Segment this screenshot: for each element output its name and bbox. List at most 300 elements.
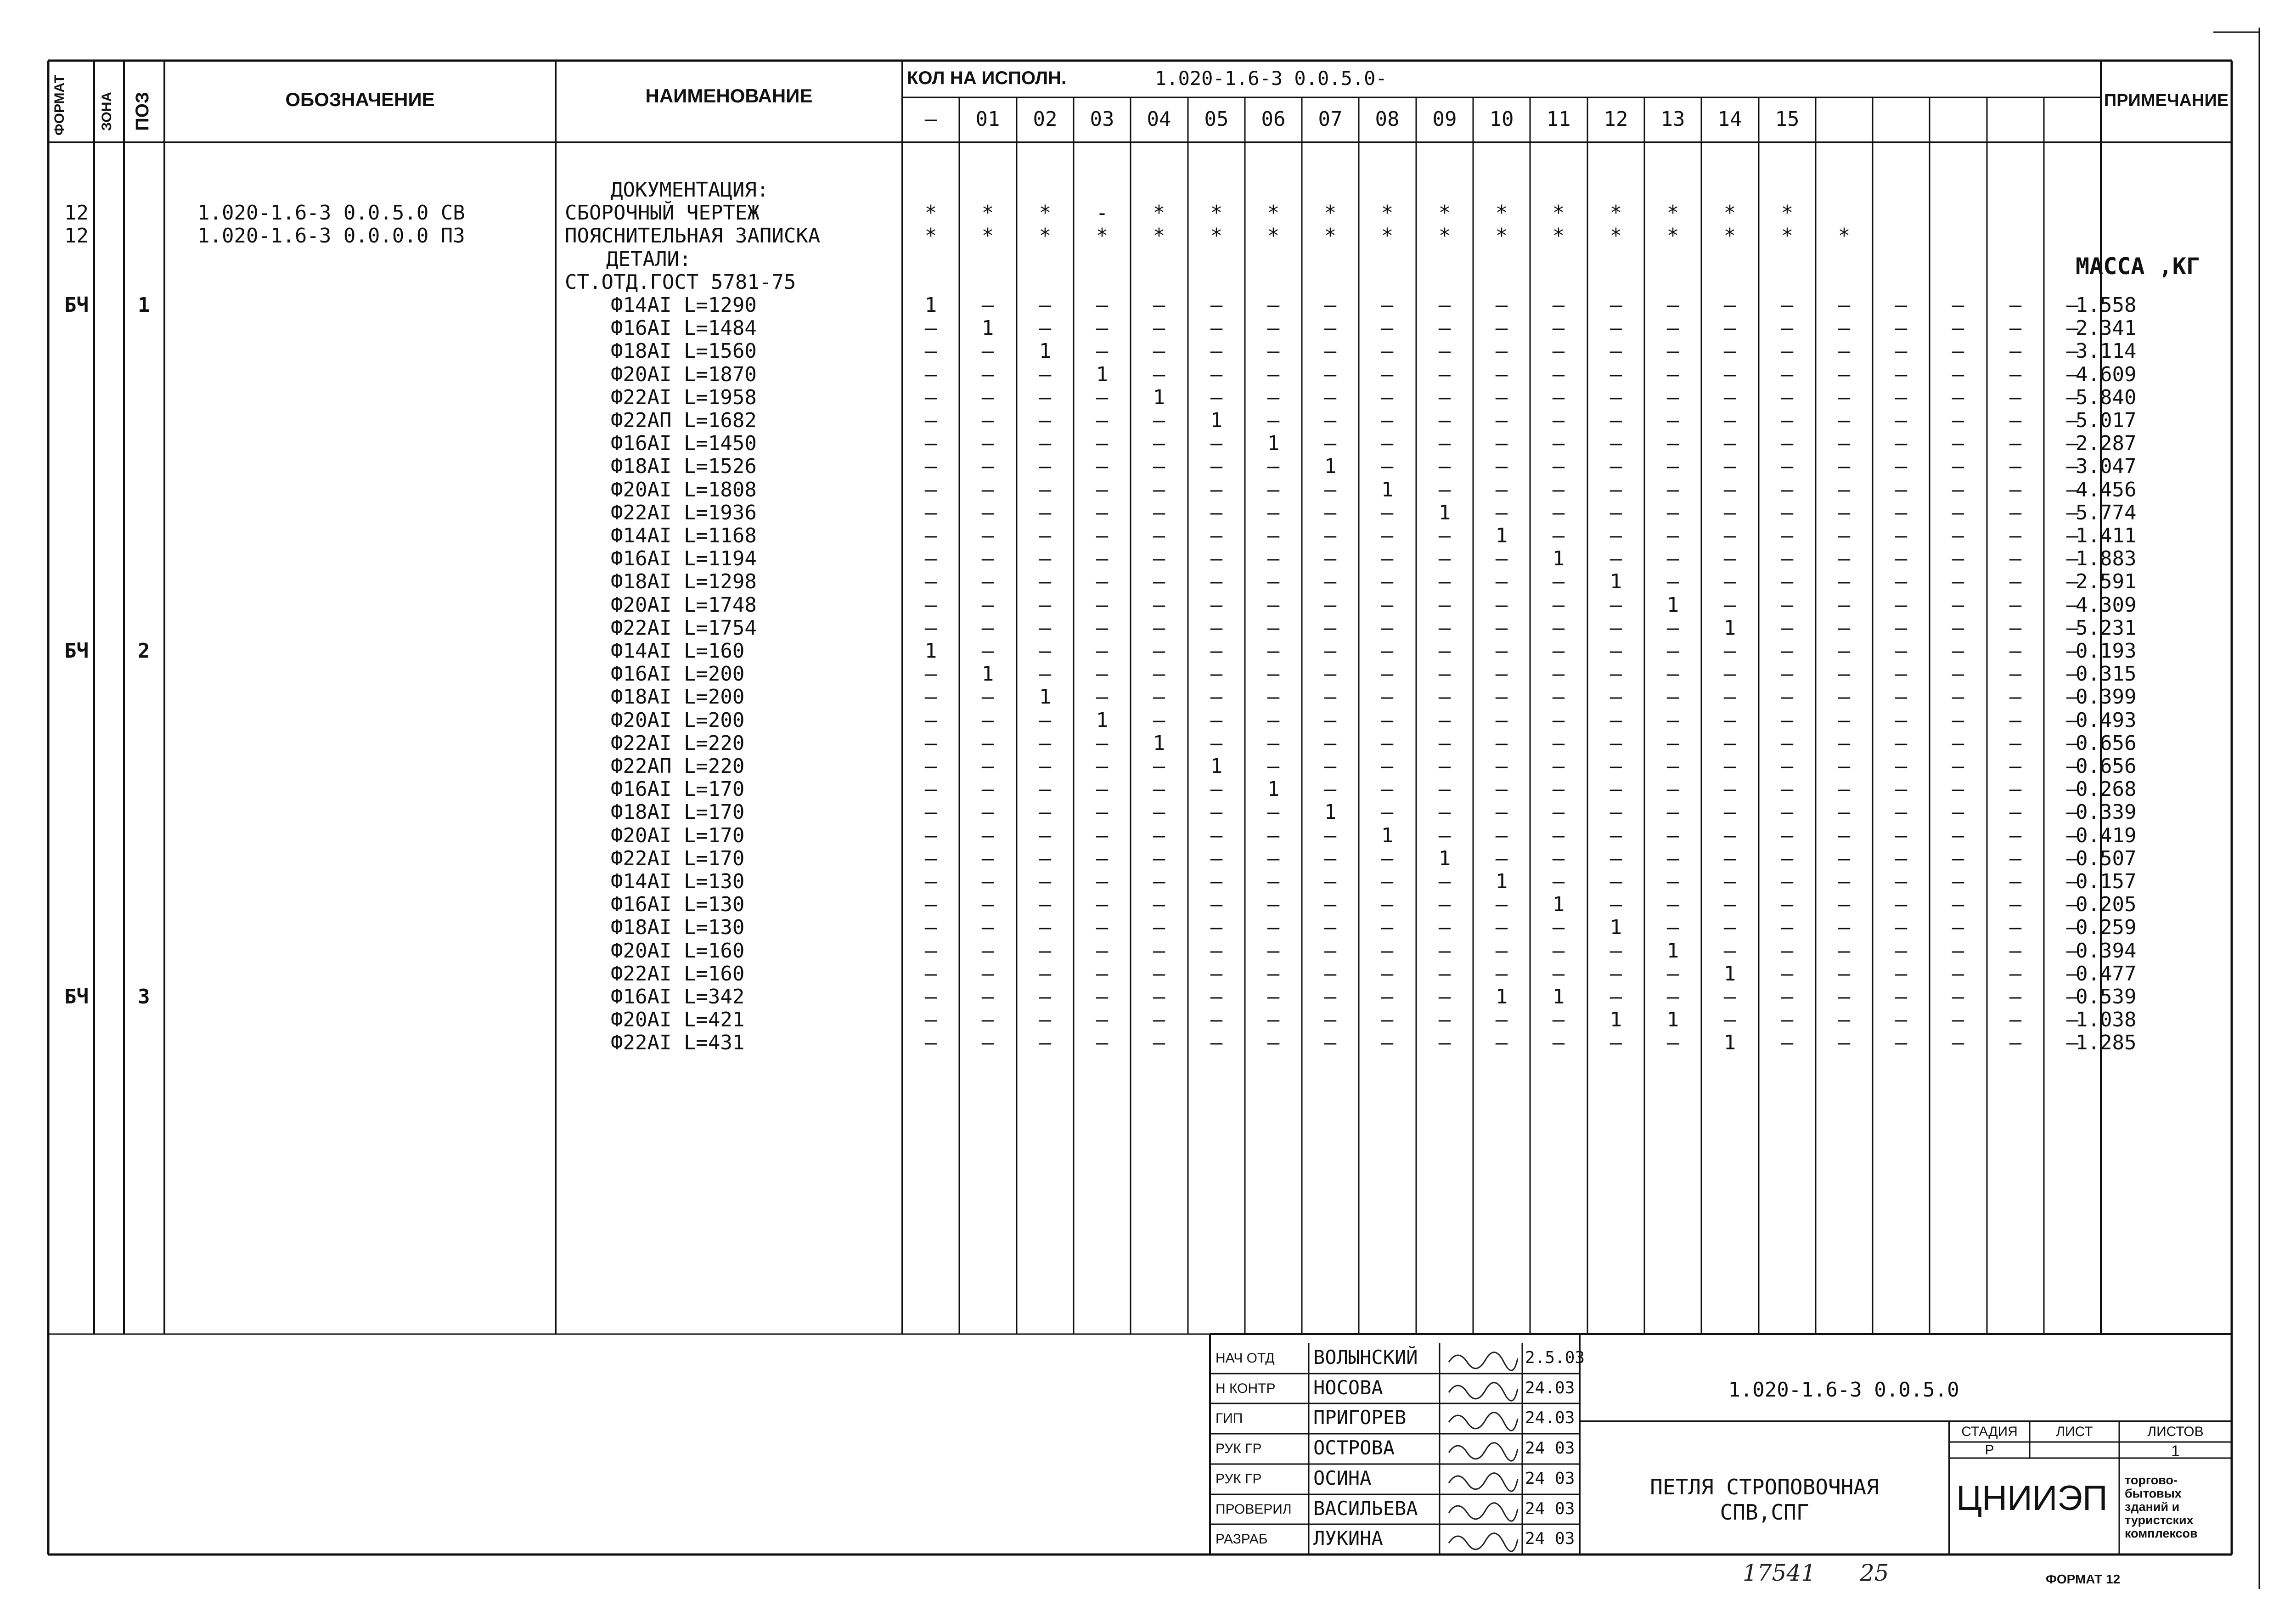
quantity-dash: – [924,800,937,824]
quantity-dash: – [1381,362,1394,386]
quantity-dash: – [1952,870,1964,893]
row-name: Ф18АI L=1560 [611,339,757,363]
quantity-dash: – [981,593,994,617]
quantity-dash: – [1723,916,1736,940]
org-desc-line: зданий и [2125,1500,2180,1514]
quantity-dash: – [1153,823,1165,847]
quantity-dash: – [1210,593,1223,617]
quantity-dash: – [1552,800,1565,824]
quantity-dash: – [2009,362,2022,386]
quantity-dash: – [1267,893,1280,917]
quantity-dash: – [1781,1031,1794,1055]
row-name: Ф20АI L=200 [611,708,745,732]
quantity-dash: – [1723,1008,1736,1032]
quantity-dash: – [1153,639,1165,663]
quantity-dash: – [2009,985,2022,1008]
quantity-dash: – [2009,593,2022,617]
variant-mark: * [1153,201,1165,225]
quantity-dash: – [1495,362,1508,386]
quantity-dash: – [1609,501,1622,524]
quantity-dash: – [1781,823,1794,847]
quantity-dash: – [1666,455,1679,479]
quantity-one: 1 [1210,409,1223,432]
quantity-dash: – [1552,755,1565,778]
variant-mark: * [1781,224,1794,248]
quantity-dash: – [1723,339,1736,363]
quantity-dash: – [1723,501,1736,524]
quantity-dash: – [1609,593,1622,617]
row-mass: 2.591 [2076,570,2137,594]
quantity-dash: – [1552,777,1565,801]
quantity-dash: – [1381,616,1394,640]
row-name: Ф22АI L=160 [611,962,745,986]
quantity-dash: – [1039,501,1052,524]
quantity-dash: – [2066,501,2079,524]
quantity-dash: – [1495,777,1508,801]
quantity-dash: – [1895,777,1908,801]
quantity-dash: – [1666,777,1679,801]
quantity-dash: – [1952,985,1964,1008]
variant-header: 10 [1489,107,1514,131]
quantity-dash: – [1039,662,1052,686]
row-format: БЧ [64,985,89,1008]
quantity-dash: – [924,432,937,456]
quantity-dash: – [1039,1008,1052,1032]
quantity-dash: – [981,939,994,963]
quantity-dash: – [1895,409,1908,432]
quantity-dash: – [2009,639,2022,663]
quantity-dash: – [1210,731,1223,755]
quantity-dash: – [1609,409,1622,432]
quantity-dash: – [1609,339,1622,363]
quantity-dash: – [924,385,937,409]
quantity-one: 1 [1039,339,1052,363]
variant-mark: * [924,201,937,225]
quantity-dash: – [2066,731,2079,755]
quantity-dash: – [1952,1008,1964,1032]
quantity-dash: – [1153,846,1165,870]
quantity-dash: – [924,708,937,732]
row-designation: 1.020-1.6-3 0.0.0.0 ПЗ [197,224,465,248]
quantity-dash: – [1438,362,1451,386]
header-pos: ПОЗ [132,92,152,131]
quantity-dash: – [1381,755,1394,778]
row-name: Ф22АI L=170 [611,846,745,870]
quantity-dash: – [1666,985,1679,1008]
quantity-dash: – [1381,293,1394,317]
quantity-dash: – [1039,432,1052,456]
row-mass: 0.315 [2076,662,2137,686]
quantity-dash: – [2066,293,2079,317]
quantity-dash: – [1895,547,1908,571]
quantity-dash: – [1723,362,1736,386]
quantity-dash: – [1666,846,1679,870]
quantity-dash: – [1039,939,1052,963]
variant-mark: * [1267,224,1280,248]
quantity-dash: – [1723,316,1736,340]
quantity-dash: – [1096,570,1109,594]
quantity-dash: – [1723,777,1736,801]
quantity-dash: – [1039,708,1052,732]
row-mass: 4.309 [2076,593,2137,617]
row-name: ДЕТАЛИ: [606,247,692,271]
quantity-one: 1 [1438,846,1451,870]
quantity-dash: – [924,939,937,963]
stage-value: Р [1985,1442,1994,1458]
quantity-dash: – [2066,455,2079,479]
quantity-dash: – [1495,1031,1508,1055]
quantity-dash: – [1723,708,1736,732]
quantity-dash: – [981,985,994,1008]
quantity-dash: – [1267,800,1280,824]
quantity-dash: – [1838,362,1851,386]
quantity-dash: – [924,846,937,870]
quantity-dash: – [981,755,994,778]
quantity-dash: – [1324,1031,1337,1055]
quantity-dash: – [1895,293,1908,317]
quantity-dash: – [1609,985,1622,1008]
quantity-dash: – [1666,409,1679,432]
row-format: БЧ [64,639,89,663]
quantity-dash: – [1952,616,1964,640]
quantity-dash: – [1096,731,1109,755]
quantity-dash: – [1438,893,1451,917]
variant-mark: * [1495,224,1508,248]
quantity-dash: – [1838,985,1851,1008]
quantity-dash: – [1381,1008,1394,1032]
row-format: 12 [64,201,89,225]
quantity-dash: – [1324,570,1337,594]
quantity-dash: – [1952,708,1964,732]
quantity-dash: – [1210,823,1223,847]
variant-mark: * [1552,224,1565,248]
row-pos: 1 [138,293,150,317]
quantity-one: 1 [1552,547,1565,571]
signer-role: РУК ГР [1216,1471,1262,1487]
quantity-dash: – [1267,316,1280,340]
quantity-dash: – [1324,893,1337,917]
quantity-dash: – [1895,916,1908,940]
quantity-dash: – [1838,777,1851,801]
row-name: Ф20АI L=1870 [611,362,757,386]
quantity-dash: – [1438,593,1451,617]
variant-mark: * [981,201,994,225]
row-name: Ф14АI L=1290 [611,293,757,317]
quantity-dash: – [1153,339,1165,363]
quantity-dash: – [1895,1008,1908,1032]
quantity-dash: – [1838,800,1851,824]
quantity-dash: – [1895,616,1908,640]
row-mass: 1.285 [2076,1031,2137,1055]
quantity-dash: – [1039,985,1052,1008]
quantity-dash: – [1666,639,1679,663]
quantity-dash: – [1723,478,1736,501]
row-mass: 0.477 [2076,962,2137,986]
quantity-dash: – [1153,685,1165,709]
quantity-dash: – [1324,685,1337,709]
quantity-dash: – [1723,685,1736,709]
quantity-dash: – [1723,409,1736,432]
quantity-dash: – [1210,478,1223,501]
quantity-dash: – [1781,777,1794,801]
quantity-dash: – [924,316,937,340]
quantity-dash: – [1096,823,1109,847]
quantity-dash: – [924,962,937,986]
quantity-dash: – [1723,293,1736,317]
quantity-dash: – [2066,478,2079,501]
quantity-dash: – [1838,409,1851,432]
quantity-one: 1 [1267,777,1280,801]
quantity-dash: – [924,616,937,640]
quantity-dash: – [1438,755,1451,778]
signer-role: РАЗРАБ [1216,1532,1268,1547]
signer-name: ВОЛЫНСКИЙ [1313,1346,1418,1369]
quantity-dash: – [1324,616,1337,640]
quantity-dash: – [1495,662,1508,686]
quantity-dash: – [1609,478,1622,501]
quantity-dash: – [1381,570,1394,594]
quantity-dash: – [924,593,937,617]
row-name: Ф16АI L=1484 [611,316,757,340]
quantity-dash: – [981,616,994,640]
row-name: Ф22АI L=1754 [611,616,757,640]
quantity-dash: – [1096,939,1109,963]
quantity-dash: – [1438,870,1451,893]
variant-mark: * [1381,224,1394,248]
quantity-dash: – [1153,409,1165,432]
quantity-dash: – [1153,800,1165,824]
variant-mark: * [1609,201,1622,225]
quantity-dash: – [1895,893,1908,917]
quantity-dash: – [2066,777,2079,801]
header-note: ПРИМЕЧАНИЕ [2104,91,2229,110]
quantity-dash: – [1324,339,1337,363]
org-desc-line: туристских [2125,1513,2194,1527]
quantity-dash: – [2009,870,2022,893]
quantity-dash: – [1153,755,1165,778]
quantity-dash: – [1666,616,1679,640]
row-name: Ф22АП L=1682 [611,409,757,432]
quantity-dash: – [1153,985,1165,1008]
quantity-dash: – [1039,777,1052,801]
row-mass: 1.883 [2076,547,2137,571]
quantity-dash: – [1952,501,1964,524]
quantity-dash: – [1267,985,1280,1008]
quantity-dash: – [1666,501,1679,524]
row-name: Ф16АI L=130 [611,893,745,917]
quantity-one: 1 [1153,385,1165,409]
quantity-dash: – [1952,478,1964,501]
quantity-dash: – [2066,1008,2079,1032]
row-name: Ф22АI L=1936 [611,501,757,524]
quantity-dash: – [1609,731,1622,755]
quantity-dash: – [1552,639,1565,663]
quantity-dash: – [1267,823,1280,847]
quantity-dash: – [1153,939,1165,963]
variant-header: 06 [1261,107,1286,131]
quantity-one: 1 [1096,708,1109,732]
row-mass: 4.609 [2076,362,2137,386]
variant-header: – [924,107,937,131]
row-name: Ф16АI L=1194 [611,547,757,571]
signer-date: 24 03 [1525,1469,1575,1488]
variant-mark: * [1666,201,1679,225]
org-desc-line: бытовых [2125,1487,2182,1500]
quantity-dash: – [1267,547,1280,571]
quantity-dash: – [1267,685,1280,709]
quantity-dash: – [1495,478,1508,501]
quantity-dash: – [1723,846,1736,870]
quantity-dash: – [1781,432,1794,456]
quantity-dash: – [924,685,937,709]
quantity-dash: – [1838,823,1851,847]
quantity-dash: – [1096,962,1109,986]
quantity-dash: – [1495,939,1508,963]
quantity-dash: – [1781,916,1794,940]
quantity-dash: – [1781,731,1794,755]
variant-header: 09 [1432,107,1457,131]
quantity-dash: – [1838,1031,1851,1055]
quantity-dash: – [1096,616,1109,640]
quantity-dash: – [1952,316,1964,340]
quantity-dash: – [1609,708,1622,732]
quantity-dash: – [1381,662,1394,686]
quantity-dash: – [1210,547,1223,571]
quantity-dash: – [1781,593,1794,617]
quantity-dash: – [1666,870,1679,893]
quantity-dash: – [1666,524,1679,547]
quantity-dash: – [1096,501,1109,524]
quantity-dash: – [1438,339,1451,363]
quantity-dash: – [1381,547,1394,571]
quantity-dash: – [1096,1008,1109,1032]
quantity-dash: – [1838,755,1851,778]
quantity-dash: – [1609,962,1622,986]
quantity-dash: – [1381,777,1394,801]
row-name: Ф18АI L=200 [611,685,745,709]
quantity-dash: – [1324,547,1337,571]
drawing-subtitle: СПВ,СПГ [1720,1500,1809,1525]
quantity-dash: – [1381,432,1394,456]
quantity-dash: – [1438,455,1451,479]
variant-header: 08 [1375,107,1400,131]
quantity-dash: – [924,501,937,524]
quantity-dash: – [981,962,994,986]
quantity-dash: – [1096,385,1109,409]
quantity-one: 1 [1267,432,1280,456]
row-name: Ф20АI L=160 [611,939,745,963]
quantity-dash: – [1723,755,1736,778]
quantity-dash: – [2066,916,2079,940]
quantity-one: 1 [1381,823,1394,847]
quantity-dash: – [1381,985,1394,1008]
quantity-dash: – [1666,316,1679,340]
variant-header: 03 [1090,107,1114,131]
quantity-dash: – [1324,501,1337,524]
row-note: МАССА ,КГ [2076,253,2200,280]
variant-mark: * [1838,224,1851,248]
quantity-dash: – [1153,432,1165,456]
quantity-dash: – [1210,385,1223,409]
quantity-dash: – [1952,524,1964,547]
quantity-dash: – [1324,731,1337,755]
quantity-dash: – [1723,823,1736,847]
quantity-dash: – [2066,708,2079,732]
quantity-dash: – [1781,316,1794,340]
quantity-dash: – [1552,1008,1565,1032]
quantity-dash: – [1723,639,1736,663]
quantity-dash: – [1495,846,1508,870]
variant-mark: * [1781,201,1794,225]
quantity-dash: – [981,639,994,663]
quantity-dash: – [924,985,937,1008]
quantity-dash: – [981,685,994,709]
row-mass: 0.419 [2076,823,2137,847]
quantity-dash: – [1153,362,1165,386]
quantity-dash: – [2009,547,2022,571]
quantity-dash: – [1039,893,1052,917]
quantity-dash: – [2066,385,2079,409]
quantity-dash: – [1666,478,1679,501]
quantity-dash: – [1609,1031,1622,1055]
quantity-dash: – [981,547,994,571]
signer-name: ЛУКИНА [1313,1527,1383,1549]
quantity-one: 1 [1039,685,1052,709]
quantity-dash: – [1952,455,1964,479]
quantity-dash: – [2066,570,2079,594]
quantity-dash: – [1723,731,1736,755]
quantity-dash: – [1781,362,1794,386]
quantity-one: 1 [1609,916,1622,940]
quantity-dash: – [1838,478,1851,501]
quantity-dash: – [1324,846,1337,870]
quantity-dash: – [1723,939,1736,963]
quantity-dash: – [1096,524,1109,547]
quantity-dash: – [1153,708,1165,732]
quantity-dash: – [1039,593,1052,617]
quantity-dash: – [1895,985,1908,1008]
quantity-dash: – [1895,455,1908,479]
signer-role: ГИП [1216,1411,1243,1426]
quantity-dash: – [1438,731,1451,755]
quantity-dash: – [1666,547,1679,571]
quantity-dash: – [1838,547,1851,571]
quantity-dash: – [1210,985,1223,1008]
quantity-dash: – [1781,385,1794,409]
quantity-dash: – [924,1008,937,1032]
quantity-dash: – [2009,339,2022,363]
quantity-dash: – [1838,731,1851,755]
quantity-one: 1 [1153,731,1165,755]
quantity-dash: – [1723,524,1736,547]
quantity-dash: – [1952,823,1964,847]
quantity-dash: – [1838,455,1851,479]
quantity-dash: – [981,432,994,456]
quantity-dash: – [1495,916,1508,940]
quantity-dash: – [1838,501,1851,524]
quantity-dash: – [1552,385,1565,409]
quantity-dash: – [1495,293,1508,317]
quantity-dash: – [1210,939,1223,963]
signer-role: Н КОНТР [1216,1381,1276,1396]
quantity-dash: – [924,823,937,847]
quantity-dash: – [1210,501,1223,524]
row-format: БЧ [64,293,89,317]
quantity-dash: – [1666,385,1679,409]
quantity-dash: – [1210,362,1223,386]
quantity-dash: – [2009,501,2022,524]
quantity-dash: – [1438,570,1451,594]
